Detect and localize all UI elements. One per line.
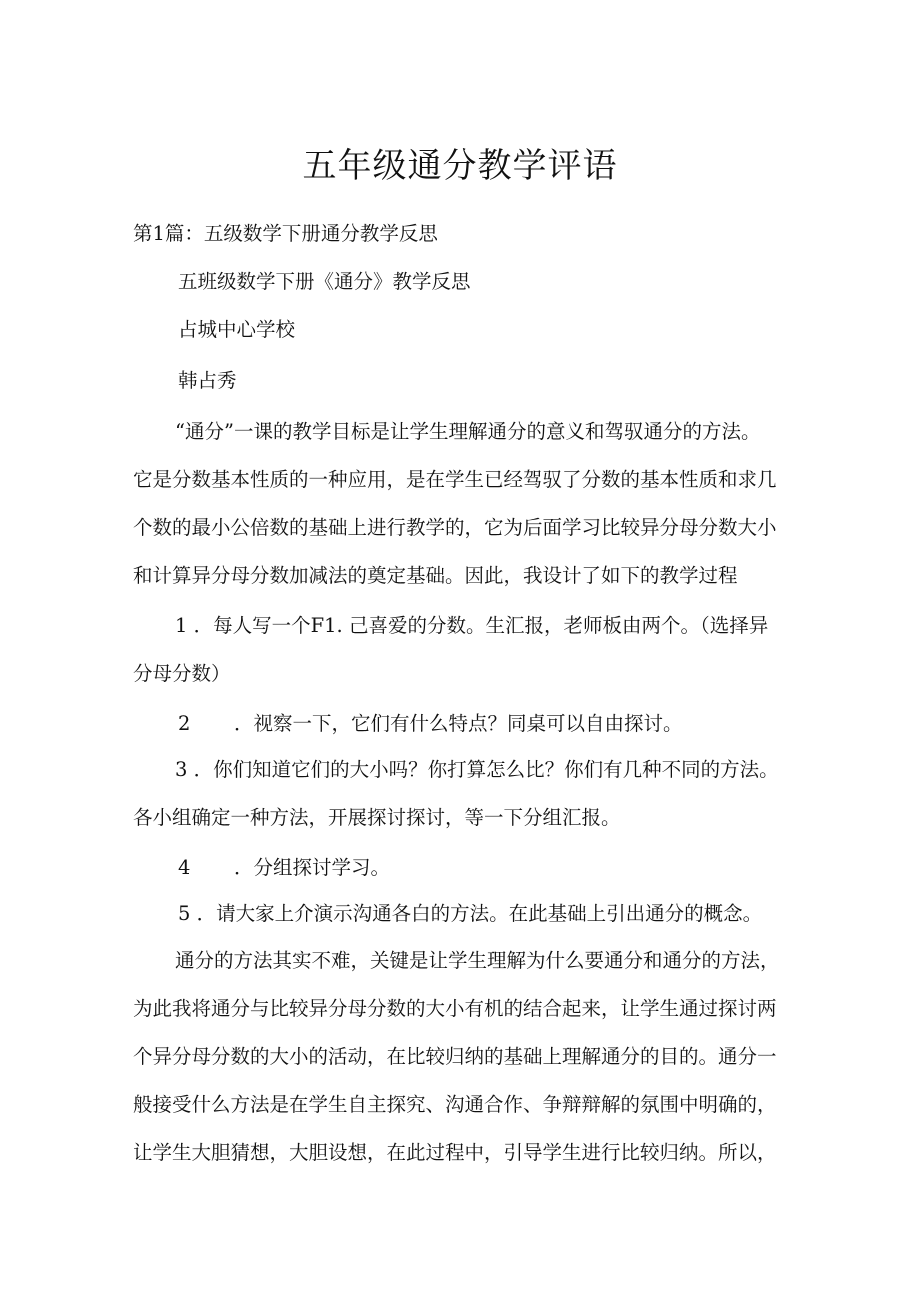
author-name: 韩占秀: [178, 369, 237, 392]
step-text: ．请大家上介演示沟通各白的方法。在此基础上引出通分的概念。: [196, 902, 763, 925]
step-text: 各小组确定一种方法，开展探讨探讨，等一下分组汇报。: [133, 806, 621, 829]
step-number: 2: [178, 712, 191, 735]
paragraph-line: 让学生大胆猜想，大胆设想，在此过程中，引导学生进行比较归纳。所以，: [133, 1141, 777, 1164]
intro-paragraph: [133, 408, 793, 600]
step-item-1: [133, 602, 768, 698]
paragraph-line: “通分”一课的教学目标是让学生理解通分的意义和驾驭通分的方法。: [175, 420, 761, 443]
step-text: 分母分数）: [133, 662, 231, 685]
step-number: 4: [178, 856, 191, 879]
article-subheading: 五班级数学下册《通分》教学反思: [178, 270, 471, 293]
step-number: 1: [175, 614, 188, 637]
step-text: ．视察一下，它们有什么特点？同桌可以自由探讨。: [234, 712, 683, 735]
paragraph-line: 它是分数基本性质的一种应用，是在学生已经驾驭了分数的基本性质和求几: [133, 468, 777, 491]
paragraph-line: 般接受什么方法是在学生自主探究、沟通合作、争辩辩解的氛围中明确的，: [133, 1093, 777, 1116]
paragraph-line: 和计算异分母分数加减法的奠定基础。因此，我设计了如下的教学过程: [133, 564, 738, 587]
school-name: 占城中心学校: [178, 318, 296, 341]
section-heading: 第1篇：五级数学下册通分教学反思: [133, 222, 438, 245]
document-title: 五年级通分教学评语: [302, 146, 618, 186]
paragraph-line: 为此我将通分与比较异分母分数的大小有机的结合起来，让学生通过探讨两: [133, 997, 777, 1020]
step-item-4: [178, 844, 390, 892]
closing-paragraph: [133, 937, 793, 1177]
paragraph-line: 个数的最小公倍数的基础上进行教学的，它为后面学习比较异分母分数大小: [133, 516, 777, 539]
step-item-5: [178, 890, 762, 938]
step-text: ．分组探讨学习。: [234, 856, 391, 879]
step-number: 3: [175, 758, 188, 781]
step-number: 5: [178, 902, 191, 925]
step-text: ．每人写一个F1. 己喜爱的分数。生汇报，老师板由两个。（选择异: [193, 614, 769, 637]
paragraph-line: 通分的方法其实不难，关键是让学生理解为什么要通分和通分的方法，: [175, 949, 780, 972]
paragraph-line: 个异分母分数的大小的活动，在比较归纳的基础上理解通分的目的。通分一: [133, 1045, 777, 1068]
step-item-2: [178, 700, 683, 748]
step-text: ．你们知道它们的大小吗？你打算怎么比？你们有几种不同的方法。: [193, 758, 779, 781]
step-item-3: [133, 746, 779, 842]
